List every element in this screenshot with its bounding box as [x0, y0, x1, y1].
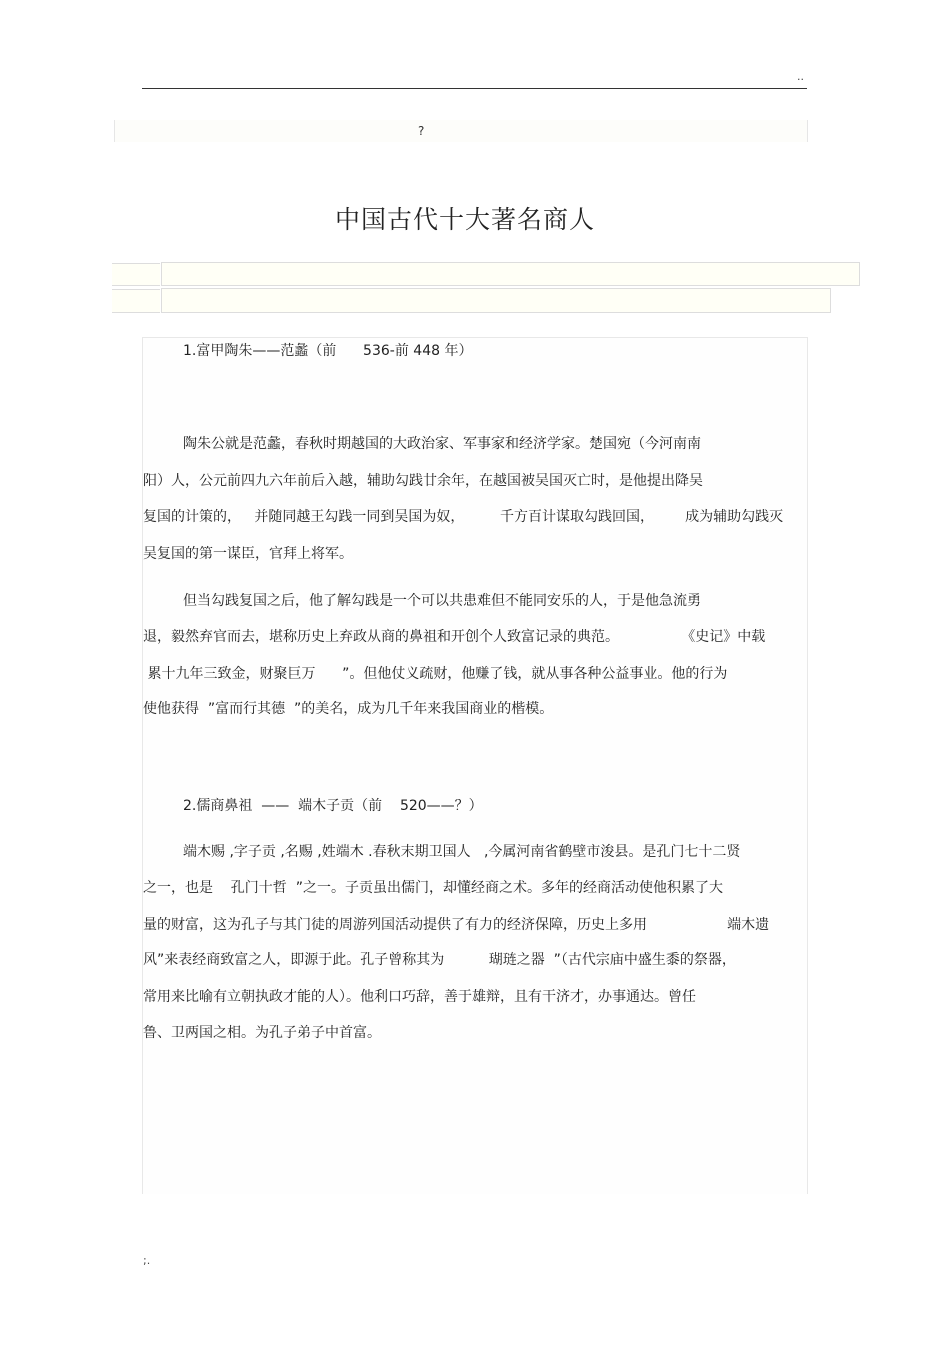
- paragraph-line: 量的财富，这为孔子与其门徒的周游列国活动提供了有力的经济保障，历史上多用 端木遗: [143, 917, 770, 933]
- paragraph-line: 之一，也是 孔门十哲 ”之一。子贡虽出儒门，却懂经商之术。多年的经商活动使他积累了大: [143, 880, 723, 896]
- decorative-band: [161, 262, 860, 286]
- footer-mark: ;.: [143, 1254, 151, 1267]
- document-title: 中国古代十大著名商人: [334, 205, 595, 234]
- top-band-mark: ?: [418, 124, 425, 138]
- content-area: [142, 337, 808, 1194]
- paragraph-line: 但当勾践复国之后，他了解勾践是一个可以共患难但不能同安乐的人，于是他急流勇: [183, 593, 701, 609]
- paragraph-line: 阳）人，公元前四九六年前后入越，辅助勾践廿余年，在越国被吴国灭亡时，是他提出降吴: [143, 473, 703, 489]
- paragraph-line: 退，毅然弃官而去，堪称历史上弃政从商的鼻祖和开创个人致富记录的典范。 《史记》中载: [143, 629, 766, 645]
- paragraph-line: 吴复国的第一谋臣，官拜上将军。: [143, 546, 353, 562]
- top-band: [114, 120, 808, 142]
- header-mark: ..: [797, 70, 804, 83]
- paragraph-line: 使他获得 ”富而行其德 ”的美名，成为几千年来我国商业的楷模。: [143, 701, 554, 717]
- paragraph-line: 风”来表经商致富之人，即源于此。孔子曾称其为 瑚琏之器 ”（古代宗庙中盛生黍的祭器，: [143, 952, 736, 968]
- section-heading: 2.儒商鼻祖 —— 端木子贡（前 520——？）: [183, 798, 483, 814]
- section-heading: 1.富甲陶朱——范蠡（前 536-前 448 年）: [183, 343, 473, 359]
- header-rule: [142, 88, 807, 89]
- paragraph-line: 累十九年三致金，财聚巨万 ”。但他仗义疏财，他赚了钱，就从事各种公益事业。他的行为: [143, 666, 728, 682]
- decorative-band: [112, 263, 160, 286]
- paragraph-line: 端木赐 ,字子贡 ,名赐 ,姓端木 .春秋末期卫国人 ,今属河南省鹤壁市浚县。是孔门七十二贤: [183, 844, 741, 860]
- paragraph-line: 常用来比喻有立朝执政才能的人）。他利口巧辞，善于雄辩，且有干济才，办事通达。曾任: [143, 989, 696, 1005]
- paragraph-line: 鲁、卫两国之相。为孔子弟子中首富。: [143, 1025, 381, 1041]
- decorative-band: [112, 289, 160, 313]
- paragraph-line: 陶朱公就是范蠡，春秋时期越国的大政治家、军事家和经济学家。楚国宛（今河南南: [183, 436, 701, 452]
- decorative-band: [161, 288, 831, 313]
- paragraph-line: 复国的计策的， 并随同越王勾践一同到吴国为奴， 千方百计谋取勾践回国， 成为辅助勾践灭: [143, 509, 784, 525]
